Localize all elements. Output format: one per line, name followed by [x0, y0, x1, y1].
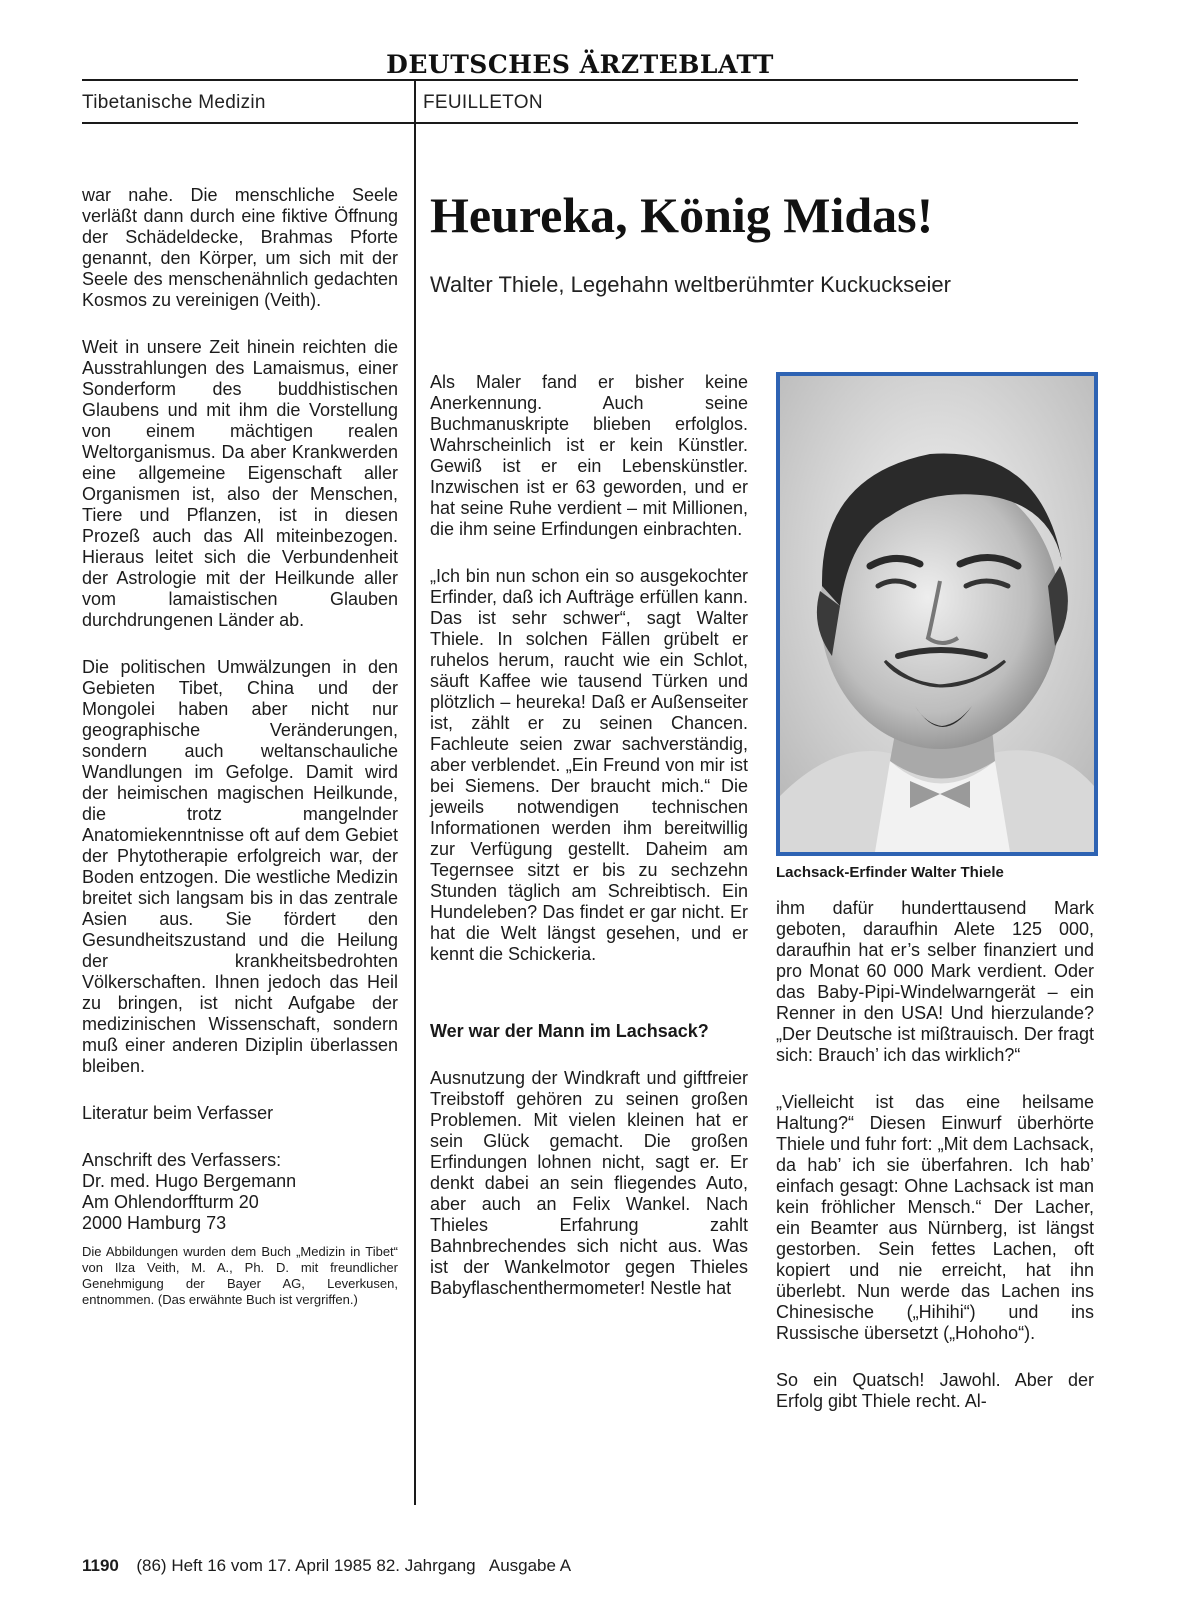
middle-column: [430, 372, 748, 1325]
issue-details: (86) Heft 16 vom 17. April 1985 82. Jahrgang Ausgabe A: [136, 1556, 572, 1575]
middle-paragraph-3: Ausnutzung der Windkraft und giftfreier Treibstoff gehören zu seinen großen Problemen. Mit vielen kleinen hat er sein Glück gemacht. Die großen Erfindungen lohnen nicht, sagt er. Er denkt dabei an sein fliegendes Auto, aber auch an Felix Wankel. Nach Thieles Erfahrung zahlt Bahnbrechendes sich nicht aus. Was ist der Wankelmotor gegen Thieles Babyflaschenthermometer! Nestle hat: [430, 1068, 748, 1298]
portrait-illustration: [780, 376, 1094, 852]
middle-paragraph-2: „Ich bin nun schon ein so ausgekochter Erfinder, daß ich Aufträge erfüllen kann. Das ist sehr schwer“, sagt Walter Thiele. In solchen Fällen grübelt er ruhelos herum, raucht wie ein Schlot, säuft Kaffee wie tausend Türken und plötzlich – heureka! Daß er Außenseiter ist, zählt er zu seinen Chancen. Fachleute seien zwar sachverständig, aber verblendet. „Ein Freund von mir ist bei Siemens. Der braucht mich.“ Die jeweils notwendigen technischen Informationen werden ihm bereitwillig zur Verfügung gestellt. Daheim am Tegernsee sitzt er bis zu sechzehn Stunden täglich am Schreibtisch. Ein Hundeleben? Das findet er gar nicht. Er hat die Welt längst gesehen, und er kennt die Schickeria.: [430, 566, 748, 964]
left-section-label: Tibetanische Medizin: [82, 92, 266, 113]
page-footer: [82, 1556, 571, 1576]
right-paragraph-3: So ein Quatsch! Jawohl. Aber der Erfolg gibt Thiele recht. Al-: [776, 1370, 1094, 1411]
middle-paragraph-1: Als Maler fand er bisher keine Anerkennung. Auch seine Buchmanuskripte blieben erfolglos. Wahrscheinlich ist er kein Künstler. Gewiß ist er ein Lebenskünstler. Inzwischen ist er 63 geworden, und er hat seine Ruhe verdient – mit Millionen, die ihm seine Erfindungen einbrachten.: [430, 372, 748, 539]
address-line: Am Ohlendorffturm 20: [82, 1192, 259, 1212]
photo-caption: Lachsack-Erfinder Walter Thiele: [776, 864, 1004, 881]
address-line: Anschrift des Verfassers:: [82, 1150, 282, 1170]
left-paragraph-3: Die politischen Umwälzungen in den Gebieten Tibet, China und der Mongolei haben aber nicht nur geographische Veränderungen, sondern auch weltanschauliche Wandlungen im Gefolge. Damit wird der heimischen magischen Heilkunde, die trotz mangelnder Anatomiekenntnisse oft auf dem Gebiet der Phytotherapie erfolgreich war, der Boden entzogen. Die westliche Medizin breitet sich langsam bis in das zentrale Asien aus. Sie fördert den Gesundheitszustand und die Heilung der krankheitsbedrohten Völkerschaften. Ihnen jedoch das Heil zu bringen, ist nicht Aufgabe der medizinischen Wissenschaft, sondern muß einer anderen Diziplin überlassen bleiben.: [82, 657, 398, 1076]
left-paragraph-2: Weit in unsere Zeit hinein reichten die Ausstrahlungen des Lamaismus, einer Sonderform des buddhistischen Glaubens und mit ihm die Vorstellung von einem mächtigen realen Weltorganismus. Da aber Krankwerden eine allgemeine Eigenschaft aller Organismen ist, also der Menschen, Tiere und Pflanzen, ist in diesen Prozeß auch das All miteinbezogen. Hieraus leitet sich die Verbundenheit der Astrologie mit der Heilkunde aller vom lamaistischen Glauben durchdrungenen Länder ab.: [82, 337, 398, 630]
left-paragraph-1: war nahe. Die menschliche Seele verläßt dann durch eine fiktive Öffnung der Schädeldecke, Brahmas Pforte genannt, den Körper, um sich mit der Seele des menschenähnlich gedachten Kosmos zu vereinigen (Veith).: [82, 185, 398, 310]
page-number: 1190: [82, 1556, 119, 1575]
literature-note: Literatur beim Verfasser: [82, 1103, 274, 1123]
middle-subheading: Wer war der Mann im Lachsack?: [430, 1021, 709, 1041]
address-line: 2000 Hamburg 73: [82, 1213, 227, 1233]
headline: Heureka, König Midas!: [430, 187, 934, 243]
address-line: Dr. med. Hugo Bergemann: [82, 1171, 297, 1191]
right-section-label: FEUILLETON: [423, 92, 543, 113]
header-rule-top: [82, 79, 1078, 81]
right-paragraph-2: „Vielleicht ist das eine heilsame Haltung?“ Diesen Einwurf überhörte Thiele und fuhr fort: „Mit dem Lachsack, da hab’ ich sie überfahren. Ich hab’ einfach gesagt: Ohne Lachsack ist man kein fröhlicher Mensch.“ Der Lacher, ein Beamter aus Nürnberg, ist längst gestorben. Sein fettes Lachen, oft kopiert und nie erreicht, hat ihn überlebt. Nun werde das Lachen ins Chinesische („Hihihi“) und ins Russische übersetzt („Hohoho“).: [776, 1092, 1094, 1343]
image-source-note: Die Abbildungen wurden dem Buch „Medizin in Tibet“ von Ilza Veith, M. A., Ph. D. mit freundlicher Genehmigung der Bayer AG, Leverkusen, entnommen. (Das erwähnte Buch ist vergriffen.): [82, 1244, 398, 1307]
left-column: [82, 185, 398, 1308]
right-paragraph-1: ihm dafür hunderttausend Mark geboten, daraufhin Alete 125 000, daraufhin hat er’s selber finanziert und pro Monat 60 000 Mark verdient. Oder das Baby-Pipi-Windelwarngerät – ein Renner in den USA! Und hierzulande? „Der Deutsche ist mißtrauisch. Der fragt sich: Brauch’ ich das wirklich?“: [776, 898, 1094, 1065]
header-rule-bottom: [82, 122, 1078, 124]
right-column: [776, 898, 1094, 1438]
author-address: [82, 1150, 398, 1234]
subheadline: Walter Thiele, Legehahn weltberühmter Kuckuckseier: [430, 272, 951, 297]
column-divider: [414, 80, 416, 1505]
portrait-photo: [776, 372, 1098, 856]
masthead: DEUTSCHES ÄRZTEBLATT: [386, 50, 774, 79]
